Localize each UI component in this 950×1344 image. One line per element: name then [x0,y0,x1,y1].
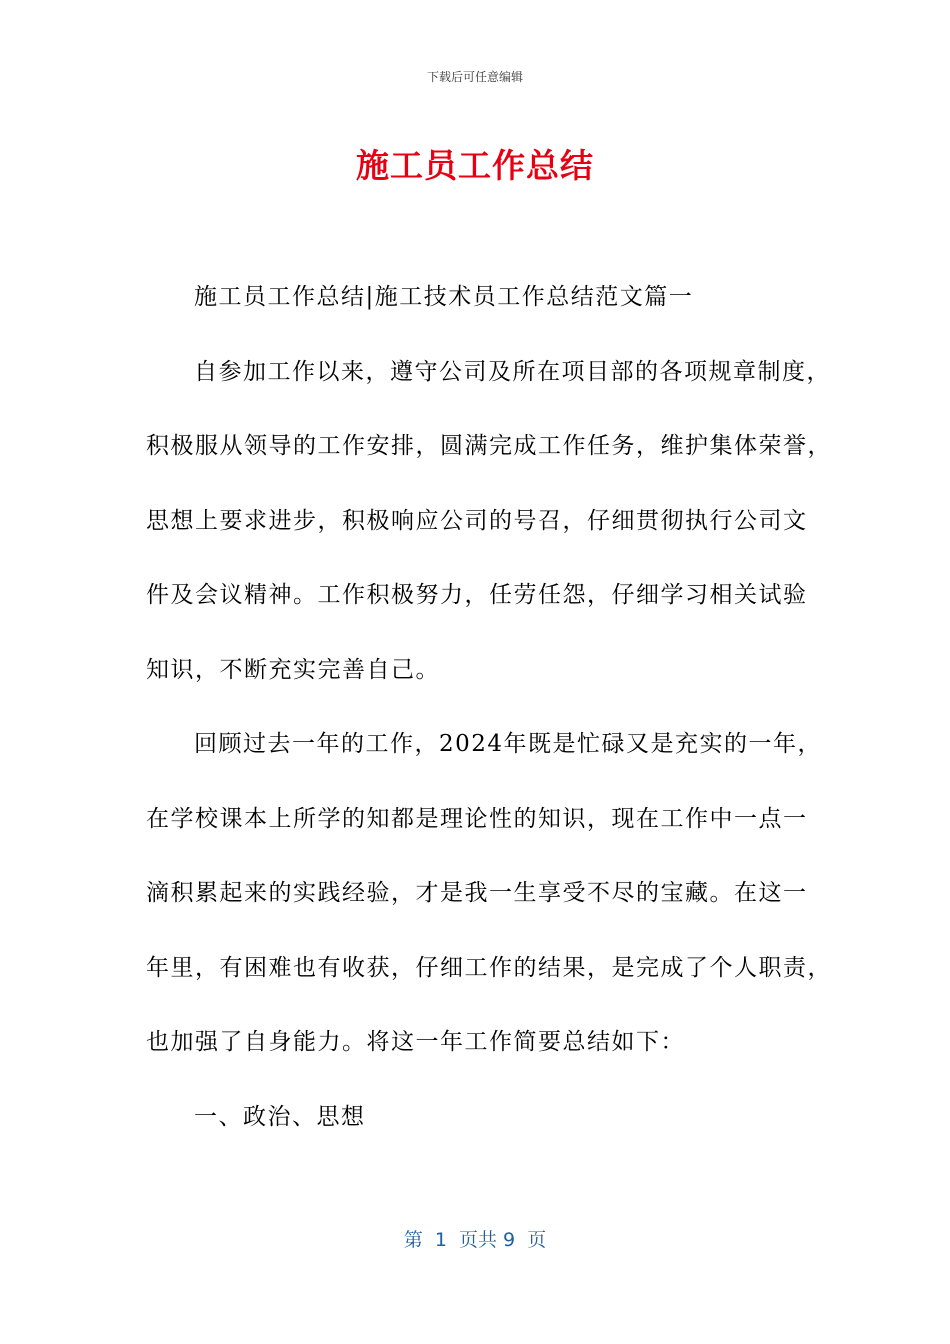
paragraph-line: 积极服从领导的工作安排，圆满完成工作任务，维护集体荣誉， [146,433,832,459]
paragraph-line: 件及会议精神。工作积极努力，任劳任怨，仔细学习相关试验 [146,582,808,608]
document-body [146,275,832,1169]
paragraph-line: 在学校课本上所学的知都是理论性的知识，现在工作中一点一 [146,805,808,832]
paragraph-line: 年里，有困难也有收获，仔细工作的结果，是完成了个人职责， [146,954,832,981]
paragraph-line: 知识，不断充实完善自己。 [146,656,440,683]
document-title: 施工员工作总结 [356,146,594,185]
section-heading: 一、政治、思想 [194,1103,366,1130]
paragraph-line: 也加强了自身能力。将这一年工作简要总结如下： [146,1029,685,1055]
header-note: 下载后可任意编辑 [426,70,523,84]
page-number: 第 1 页共 9 页 [403,1229,547,1251]
paragraph-line: 滴积累起来的实践经验，才是我一生享受不尽的宝藏。在这一 [146,880,808,906]
paragraph-subtitle: 施工员工作总结|施工技术员工作总结范文篇一 [194,284,694,310]
paragraph-line: 思想上要求进步，积极响应公司的号召，仔细贯彻执行公司文 [146,507,808,534]
paragraph-line: 回顾过去一年的工作，2024年既是忙碌又是充实的一年， [194,731,823,757]
paragraph-line: 自参加工作以来，遵守公司及所在项目部的各项规章制度， [194,358,831,385]
